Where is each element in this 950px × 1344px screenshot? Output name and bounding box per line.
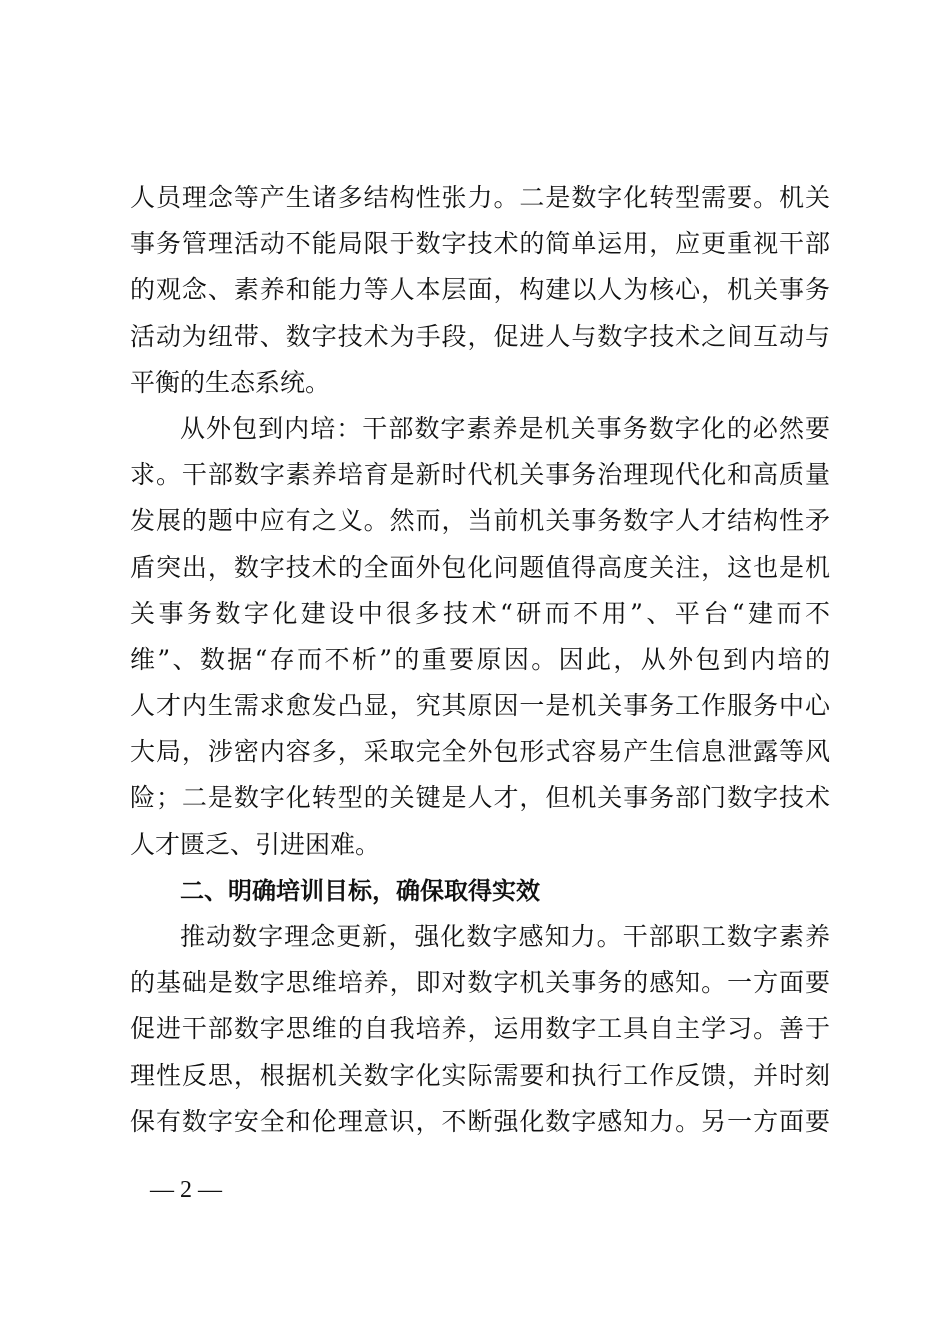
paragraph-first-line: 从外包到内培：干部数字素养是机关事务数字化的必然要 — [180, 413, 830, 443]
text-line: 理性反思，根据机关数字化实际需要和执行工作反馈，并时刻 — [130, 1060, 830, 1090]
section-heading: 二、明确培训目标，确保取得实效 — [180, 876, 540, 905]
text-line: 的基础是数字思维培养，即对数字机关事务的感知。一方面要 — [130, 968, 830, 998]
page-number: — 2 — — [150, 1177, 222, 1203]
text-line: 保有数字安全和伦理意识，不断强化数字感知力。另一方面要 — [130, 1106, 830, 1136]
text-line: 盾突出，数字技术的全面外包化问题值得高度关注，这也是机 — [130, 552, 830, 582]
text-line: 人才内生需求愈发凸显，究其原因一是机关事务工作服务中心 — [130, 691, 830, 721]
text-line: 促进干部数字思维的自我培养，运用数字工具自主学习。善于 — [130, 1014, 830, 1044]
body-text — [130, 175, 830, 1145]
text-line: 求。干部数字素养培育是新时代机关事务治理现代化和高质量 — [130, 460, 830, 490]
text-line: 大局，涉密内容多，采取完全外包形式容易产生信息泄露等风 — [130, 737, 830, 767]
text-line: 险；二是数字化转型的关键是人才，但机关事务部门数字技术 — [130, 783, 830, 813]
text-line: 维”、数据“存而不析”的重要原因。因此，从外包到内培的 — [130, 644, 830, 674]
text-line: 人员理念等产生诸多结构性张力。二是数字化转型需要。机关 — [130, 183, 830, 212]
text-line: 关事务数字化建设中很多技术“研而不用”、平台“建而不 — [130, 598, 830, 628]
text-line: 活动为纽带、数字技术为手段，促进人与数字技术之间互动与 — [130, 321, 830, 351]
text-line: 人才匮乏、引进困难。 — [130, 829, 381, 859]
paragraph-first-line: 推动数字理念更新，强化数字感知力。干部职工数字素养 — [180, 922, 830, 951]
text-line: 事务管理活动不能局限于数字技术的简单运用，应更重视干部 — [130, 229, 830, 259]
text-line: 的观念、素养和能力等人本层面，构建以人为核心，机关事务 — [130, 275, 830, 305]
text-line: 发展的题中应有之义。然而，当前机关事务数字人才结构性矛 — [130, 506, 830, 536]
text-line: 平衡的生态系统。 — [130, 367, 331, 397]
